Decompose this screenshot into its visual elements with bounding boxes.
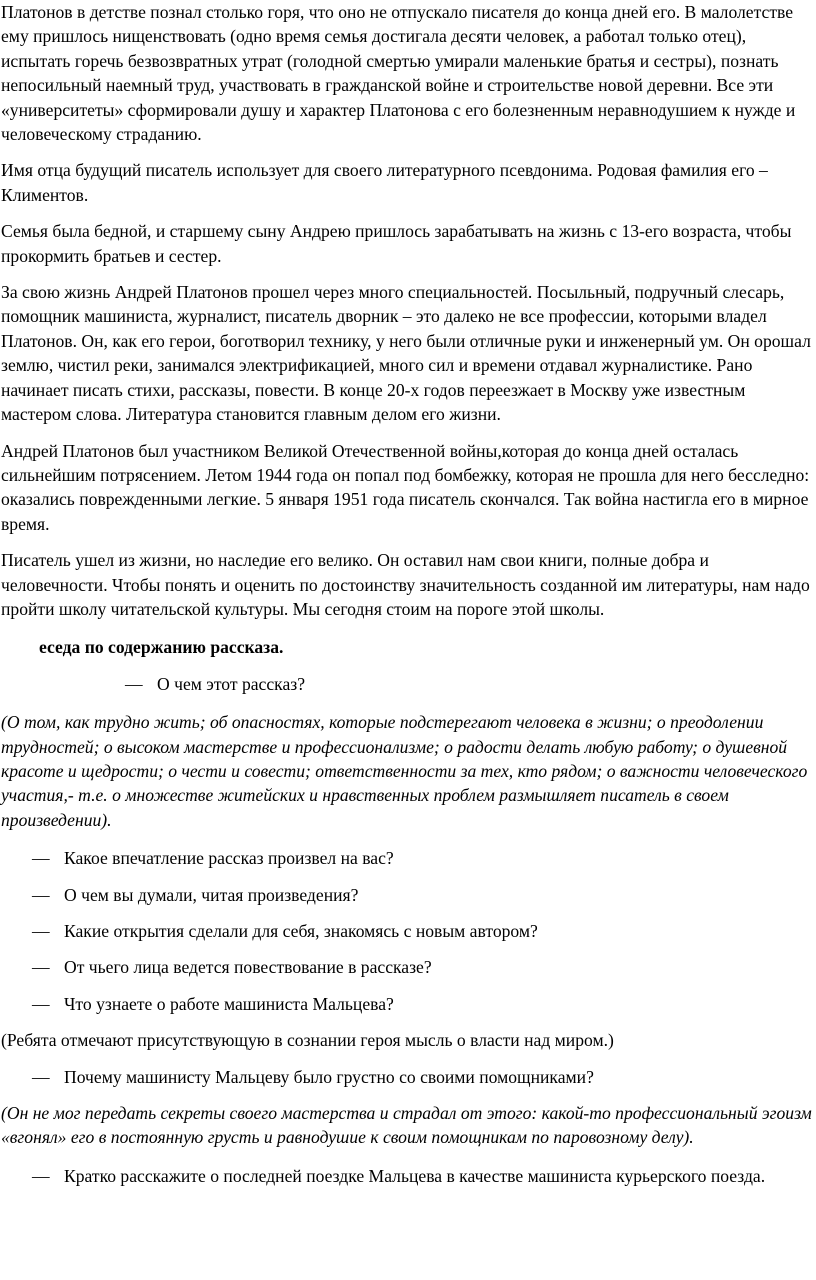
answer-about: (О том, как трудно жить; об опасностях, которые подстерегают человека в жизни; о преодолении трудностей; о высоком мастерстве и профессионализме; о радости делать любую работу; о душевной красоте и щедрости; о чести и совести; ответственности за тех, кто рядом; о важности человеческого участия,- т.е. о множестве житейских и нравственных проблем размышляет писатель в своем произведении). <box>1 712 808 830</box>
question-text: Какие открытия сделали для себя, знакомясь с новым автором? <box>64 921 538 941</box>
paragraph-pseudonym: Имя отца будущий писатель использует для своего литературного псевдонима. Родовая фамилия его – Климентов. <box>1 160 768 205</box>
question-item-about <box>1 672 812 696</box>
question-text: Кратко расскажите о последней поездке Мальцева в качестве машиниста курьерского поезда. <box>64 1165 766 1186</box>
question-text: О чем вы думали, читая произведения? <box>64 884 359 905</box>
answer-sad: (Он не мог передать секреты своего мастерства и страдал от этого: какой-то профессиональный эгоизм «вгонял» его в постоянную грусть и равнодушие к своим помощникам по паровозному делу). <box>1 1103 812 1148</box>
question-text: От чьего лица ведется повествование в рассказе? <box>64 957 432 978</box>
dash-marker: — <box>32 957 50 978</box>
dash-marker: — <box>32 884 50 905</box>
question-text: Что узнаете о работе машиниста Мальцева? <box>64 993 394 1014</box>
paragraph-family: Семья была бедной, и старшему сыну Андрею пришлось зарабатывать на жизнь с 13-его возраста, чтобы прокормить братьев и сестер. <box>1 221 792 266</box>
question-item <box>1 846 812 870</box>
dash-marker: — <box>32 921 50 941</box>
question-text: Какое впечатление рассказ произвел на вас? <box>64 848 394 869</box>
paragraph-legacy: Писатель ушел из жизни, но наследие его велико. Он оставил нам свои книги, полные добра и человечности. Чтобы понять и оценить по достоинству значительность созданной им литературы, нам надо пройти школу читательской культуры. Мы сегодня стоим на пороге этой школы. <box>1 550 810 619</box>
question-item-sad <box>1 1065 812 1089</box>
question-item-last-trip <box>1 1164 812 1188</box>
paragraph-professions: За свою жизнь Андрей Платонов прошел через много специальностей. Посыльный, подручный слесарь, помощник машиниста, журналист, писатель дворник – это далеко не все профессии, которыми владел Платонов. Он, как его герои, боготворил технику, у него были отличные руки и инженерный ум. Он орошал землю, чистил реки, занимался электрификацией, много сил и времени отдавал журналистике. Рано начинает писать стихи, рассказы, повести. В конце 20-х годов переезжает в Москву уже известным мастером слова. Литература становится главным делом его жизни. <box>1 282 811 425</box>
question-item <box>1 992 812 1016</box>
dash-marker: — <box>32 848 50 869</box>
dash-marker: — <box>32 993 50 1014</box>
question-item <box>1 919 812 943</box>
question-item <box>1 955 812 979</box>
question-text: Почему машинисту Мальцеву было грустно со своими помощниками? <box>64 1066 594 1087</box>
paragraph-war: Андрей Платонов был участником Великой Отечественной войны,которая до конца дней осталась сильнейшим потрясением. Летом 1944 года он попал под бомбежку, которая не прошла для него бесследно: оказались поврежденными легкие. 5 января 1951 года писатель скончался. Так война настигла его в мирное время. <box>1 440 810 534</box>
note-power: (Ребята отмечают присутствующую в сознании героя мысль о власти над миром.) <box>1 1030 614 1051</box>
dash-marker: — <box>32 1066 50 1087</box>
question-item <box>1 883 812 907</box>
paragraph-childhood: Платонов в детстве познал столько горя, что оно не отпускало писателя до конца дней его. В малолетстве ему пришлось нищенствовать (одно время семья достигала десяти человек, а работал только отец), испытать горечь безвозвратных утрат (голодной смертью умирали маленькие братья и сестры), познать непосильный наемный труд, участвовать в гражданской войне и строительстве новой деревни. Все эти «университеты» сформировали душу и характер Платонова с его болезненным неравнодушием к нужде и человеческому страданию. <box>1 2 796 145</box>
question-text: О чем этот рассказ? <box>157 673 306 694</box>
dash-marker: — <box>125 673 143 694</box>
dash-marker: — <box>32 1165 50 1186</box>
section-heading: еседа по содержанию рассказа. <box>39 637 284 658</box>
